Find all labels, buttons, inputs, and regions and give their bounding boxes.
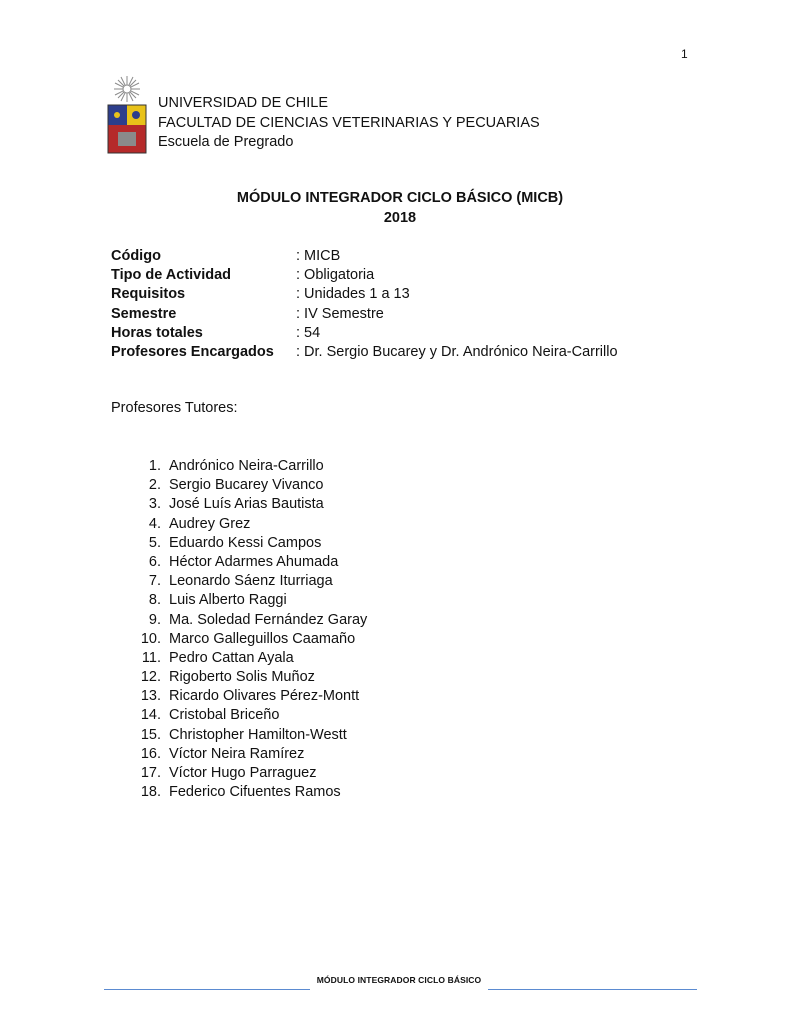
page-footer	[104, 972, 697, 996]
list-item	[111, 668, 367, 687]
list-number: 1.	[148, 458, 161, 474]
list-item	[111, 476, 367, 495]
tutor-name: Andrónico Neira-Carrillo	[169, 458, 324, 474]
list-number: 7.	[148, 573, 161, 590]
tutor-name: Sergio Bucarey Vivanco	[169, 477, 324, 494]
list-number: 18.	[140, 784, 161, 801]
document-title: MÓDULO INTEGRADOR CICLO BÁSICO (MICB)	[236, 190, 564, 206]
footer-text: MÓDULO INTEGRADOR CICLO BÁSICO	[316, 975, 482, 985]
footer-rule-left	[104, 989, 310, 990]
meta-label: Semestre	[111, 305, 177, 322]
tutor-name: Víctor Hugo Parraguez	[169, 765, 317, 781]
list-number: 4.	[148, 515, 161, 532]
list-item	[111, 495, 367, 514]
list-number: 14.	[140, 707, 161, 724]
tutors-heading: Profesores Tutores:	[111, 400, 238, 416]
list-number: 2.	[148, 477, 161, 494]
tutor-name: Federico Cifuentes Ramos	[169, 784, 341, 801]
list-item	[111, 553, 367, 572]
tutor-name: Audrey Grez	[169, 515, 251, 532]
tutor-name: José Luís Arias Bautista	[169, 496, 324, 513]
meta-value: : Obligatoria	[296, 267, 375, 284]
meta-label: Código	[111, 248, 161, 264]
tutor-name: Ma. Soledad Fernández Garay	[169, 611, 368, 628]
meta-value: : Unidades 1 a 13	[296, 286, 410, 303]
list-item	[111, 457, 367, 476]
list-number: 3.	[148, 496, 161, 513]
meta-value: : 54	[296, 324, 321, 341]
list-item	[111, 726, 367, 745]
list-item	[111, 534, 367, 553]
list-item	[111, 572, 367, 591]
meta-row-code	[111, 247, 618, 266]
list-number: 17.	[140, 765, 161, 781]
list-item	[111, 649, 367, 668]
meta-row-activity-type	[111, 266, 618, 285]
tutor-name: Cristobal Briceño	[169, 707, 280, 724]
list-number: 15.	[140, 726, 161, 743]
list-number: 6.	[148, 553, 161, 570]
meta-value: : Dr. Sergio Bucarey y Dr. Andrónico Neira-Carrillo	[296, 343, 618, 360]
tutor-name: Leonardo Sáenz Iturriaga	[169, 573, 333, 590]
page-number: 1	[681, 47, 688, 61]
list-item	[111, 687, 367, 706]
document-year: 2018	[383, 209, 417, 226]
school-name: Escuela de Pregrado	[158, 134, 294, 150]
list-item	[111, 630, 367, 649]
list-number: 8.	[148, 592, 161, 609]
university-name: UNIVERSIDAD DE CHILE	[158, 95, 329, 111]
meta-label: Horas totales	[111, 324, 203, 341]
meta-row-semester	[111, 305, 618, 324]
list-item	[111, 764, 367, 783]
meta-label: Requisitos	[111, 286, 186, 303]
list-number: 12.	[140, 669, 161, 686]
meta-value: : IV Semestre	[296, 305, 384, 322]
list-item	[111, 611, 367, 630]
tutor-name: Luis Alberto Raggi	[169, 592, 287, 609]
list-number: 16.	[140, 745, 161, 762]
tutor-name: Christopher Hamilton-Westt	[169, 726, 347, 743]
list-number: 11.	[141, 649, 161, 666]
meta-row-total-hours	[111, 324, 618, 343]
list-item	[111, 706, 367, 725]
meta-label: Tipo de Actividad	[111, 267, 232, 284]
list-number: 13.	[140, 688, 161, 705]
tutor-name: Eduardo Kessi Campos	[169, 534, 322, 551]
list-item	[111, 515, 367, 534]
list-number: 10.	[140, 630, 161, 647]
tutor-list	[111, 457, 367, 802]
tutor-name: Marco Galleguillos Caamaño	[169, 630, 356, 647]
meta-value: : MICB	[296, 248, 341, 264]
list-item	[111, 783, 367, 802]
list-item	[111, 591, 367, 610]
list-item	[111, 745, 367, 764]
course-metadata	[111, 247, 618, 362]
list-number: 9.	[148, 611, 161, 628]
meta-label: Profesores Encargados	[111, 343, 274, 360]
tutor-name: Ricardo Olivares Pérez-Montt	[169, 688, 360, 705]
tutor-name: Pedro Cattan Ayala	[169, 649, 294, 666]
tutor-name: Héctor Adarmes Ahumada	[169, 553, 339, 570]
list-number: 5.	[148, 534, 161, 551]
university-crest-icon	[104, 74, 150, 156]
faculty-name: FACULTAD DE CIENCIAS VETERINARIAS Y PECUARIAS	[158, 114, 540, 131]
tutor-name: Víctor Neira Ramírez	[169, 745, 305, 762]
tutor-name: Rigoberto Solis Muñoz	[169, 669, 315, 686]
meta-row-requirements	[111, 285, 618, 304]
footer-rule-right	[488, 989, 697, 990]
meta-row-professors-in-charge	[111, 343, 618, 362]
